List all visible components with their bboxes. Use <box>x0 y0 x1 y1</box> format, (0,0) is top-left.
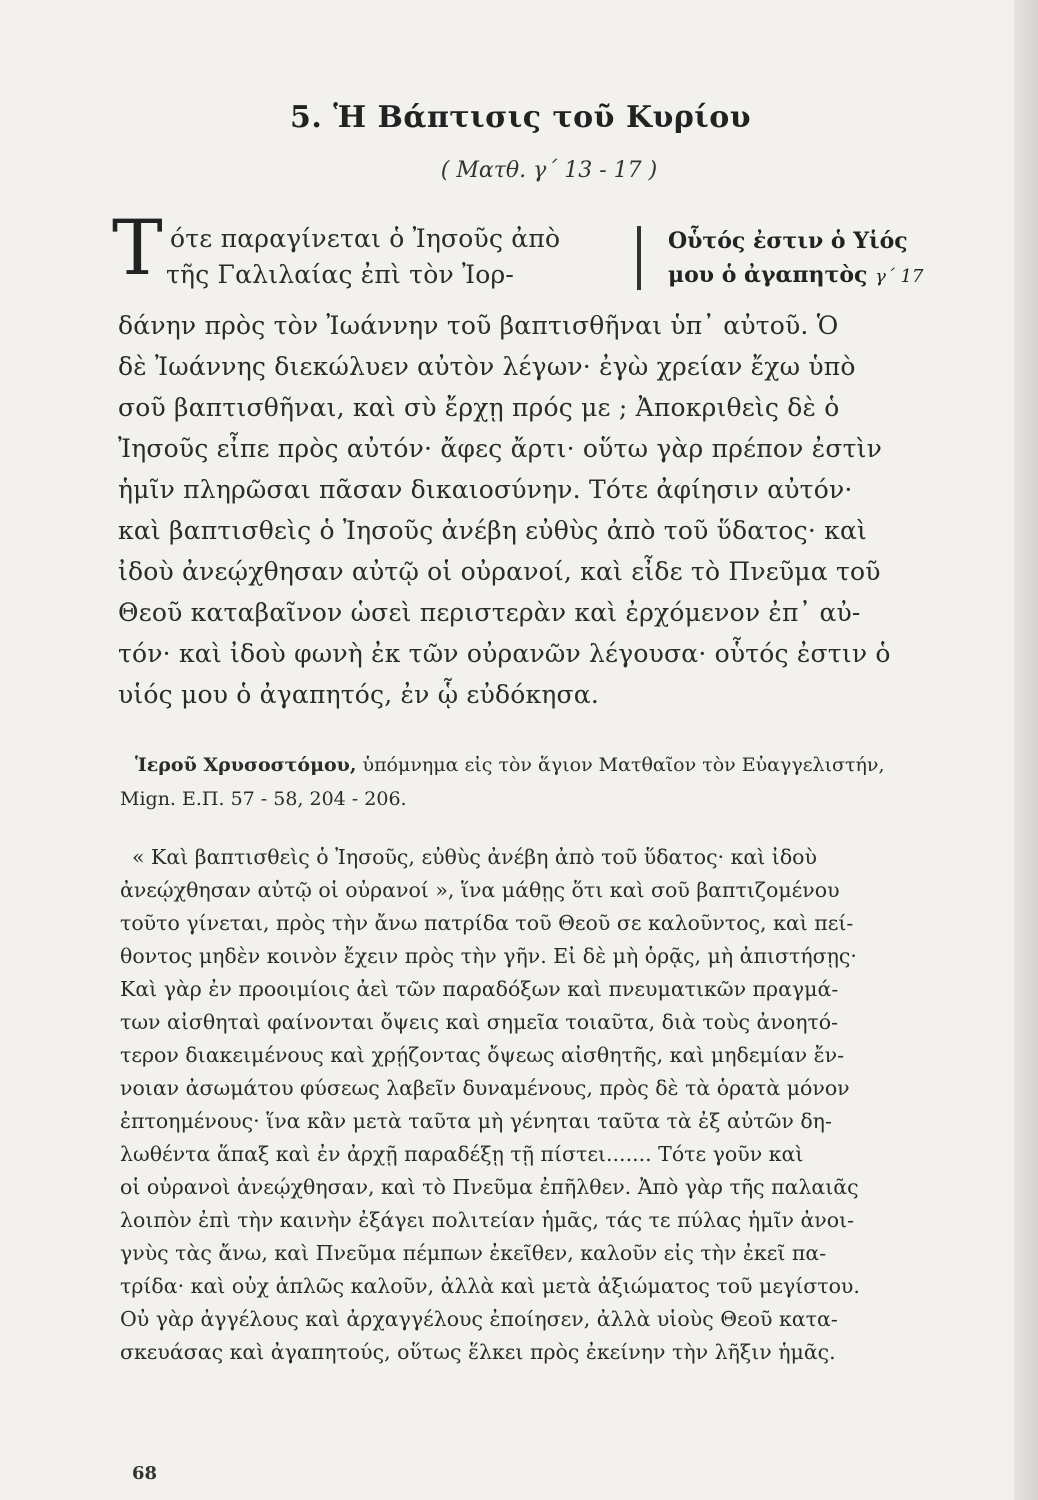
commentary-line: « Καὶ βαπτισθεὶς ὁ Ἰησοῦς, εὐθὺς ἀνέβη ἀπὸ τοῦ ὕδατος· καὶ ἰδοὺ <box>132 845 817 869</box>
text-line: ἡμῖν πληρῶσαι πᾶσαν δικαιοσύνην. Τότε ἀφίησιν αὐτόν· <box>118 475 853 504</box>
commentary-line: λοιπὸν ἐπὶ τὴν καινὴν ἐξάγει πολιτείαν ἡμᾶς, τάς τε πύλας ἡμῖν ἀνοι- <box>120 1208 855 1232</box>
text-line: δὲ Ἰωάννης διεκώλυεν αὐτὸν λέγων· ἐγὼ χρείαν ἔχω ὑπὸ <box>118 352 856 381</box>
commentary-line: τρίδα· καὶ οὐχ ἁπλῶς καλοῦν, ἀλλὰ καὶ μετὰ ἀξιώματος τοῦ μεγίστου. <box>120 1274 860 1298</box>
chapter-title: 5. Ἡ Βάπτισις τοῦ Κυρίου <box>290 100 752 135</box>
commentary-line: οἱ οὐρανοὶ ἀνεῴχθησαν, καὶ τὸ Πνεῦμα ἐπῆλθεν. Ἀπὸ γὰρ τῆς παλαιᾶς <box>120 1175 859 1199</box>
commentary-line: των αἰσθηταὶ φαίνονται ὄψεις καὶ σημεῖα τοιαῦτα, διὰ τοὺς ἀνοητό- <box>120 1010 839 1034</box>
margin-note-line-2 <box>668 262 923 288</box>
text-line: Θεοῦ καταβαῖνον ὡσεὶ περιστερὰν καὶ ἐρχόμενον ἐπ᾽ αὐ- <box>118 598 861 627</box>
text-line: ἰδοὺ ἀνεῴχθησαν αὐτῷ οἱ οὐρανοί, καὶ εἶδε τὸ Πνεῦμα τοῦ <box>118 557 881 586</box>
drop-cap: Τ <box>112 203 163 292</box>
source-author: Ἱεροῦ Χρυσοστόμου, <box>135 754 357 776</box>
text-line: τῆς Γαλιλαίας ἐπὶ τὸν Ἰορ- <box>166 260 515 289</box>
commentary-line: ἐπτοημένους· ἵνα κἂν μετὰ ταῦτα μὴ γένηται ταῦτα τὰ ἐξ αὐτῶν δη- <box>120 1109 832 1133</box>
margin-note-text: μου ὁ ἀγαπητὸς <box>668 262 868 288</box>
commentary-line: τοῦτο γίνεται, πρὸς τὴν ἄνω πατρίδα τοῦ Θεοῦ σε καλοῦντος, καὶ πεί- <box>120 911 854 935</box>
commentary-line: θοντος μηδὲν κοινὸν ἔχειν πρὸς τὴν γῆν. Εἰ δὲ μὴ ὁρᾷς, μὴ ἀπιστήσῃς· <box>120 944 857 968</box>
text-line: υἱός μου ὁ ἀγαπητός, ἐν ᾧ εὐδόκησα. <box>118 680 599 709</box>
margin-note-reference: γ΄ 17 <box>875 266 924 287</box>
source-line-1 <box>135 752 885 778</box>
source-citation: Mign. Ε.Π. 57 - 58, 204 - 206. <box>120 788 407 810</box>
commentary-line: νοιαν ἀσωμάτου φύσεως λαβεῖν δυναμένους, πρὸς δὲ τὰ ὁρατὰ μόνον <box>120 1076 850 1100</box>
margin-note-rule <box>637 226 641 290</box>
commentary-line: Καὶ γὰρ ἐν προοιμίοις ἀεὶ τῶν παραδόξων καὶ πνευματικῶν πραγμά- <box>120 977 839 1001</box>
commentary-line: σκευάσας καὶ ἀγαπητούς, οὕτως ἕλκει πρὸς ἐκείνην τὴν λῆξιν ἡμᾶς. <box>120 1340 836 1364</box>
text-line: Ἰησοῦς εἶπε πρὸς αὐτόν· ἄφες ἄρτι· οὕτω γὰρ πρέπον ἐστὶν <box>118 434 883 463</box>
commentary-line: ἀνεῴχθησαν αὐτῷ οἱ οὐρανοί », ἵνα μάθῃς ὅτι καὶ σοῦ βαπτιζομένου <box>120 878 840 902</box>
margin-note-line-1: Οὗτός ἐστιν ὁ Υἱός <box>668 228 908 254</box>
source-work: ὑπόμνημα εἰς τὸν ἅγιον Ματθαῖον τὸν Εὐαγγελιστήν, <box>362 754 885 776</box>
text-line: καὶ βαπτισθεὶς ὁ Ἰησοῦς ἀνέβη εὐθὺς ἀπὸ τοῦ ὕδατος· καὶ <box>118 516 868 545</box>
commentary-line: τερον διακειμένους καὶ χρῄζοντας ὄψεως αἰσθητῆς, καὶ μηδεμίαν ἔν- <box>120 1043 845 1067</box>
commentary-line: λωθέντα ἅπαξ καὶ ἐν ἀρχῇ παραδέξῃ τῇ πίστει....... Τότε γοῦν καὶ <box>120 1142 804 1166</box>
text-line: δάνην πρὸς τὸν Ἰωάννην τοῦ βαπτισθῆναι ὑπ᾽ αὐτοῦ. Ὁ <box>118 311 839 340</box>
chapter-reference: ( Ματθ. γ΄ 13 - 17 ) <box>440 158 658 183</box>
text-line: σοῦ βαπτισθῆναι, καὶ σὺ ἔρχῃ πρός με ; Ἀποκριθεὶς δὲ ὁ <box>118 393 840 422</box>
commentary-line: Οὐ γὰρ ἀγγέλους καὶ ἀρχαγγέλους ἐποίησεν, ἀλλὰ υἱοὺς Θεοῦ κατα- <box>120 1307 838 1331</box>
commentary-line: γνὺς τὰς ἄνω, καὶ Πνεῦμα πέμπων ἐκεῖθεν, καλοῦν εἰς τὴν ἐκεῖ πα- <box>120 1241 827 1265</box>
text-line: ότε παραγίνεται ὁ Ἰησοῦς ἀπὸ <box>170 224 561 253</box>
page-number: 68 <box>132 1463 158 1484</box>
text-line: τόν· καὶ ἰδοὺ φωνὴ ἐκ τῶν οὐρανῶν λέγουσα· οὗτός ἐστιν ὁ <box>118 639 891 668</box>
